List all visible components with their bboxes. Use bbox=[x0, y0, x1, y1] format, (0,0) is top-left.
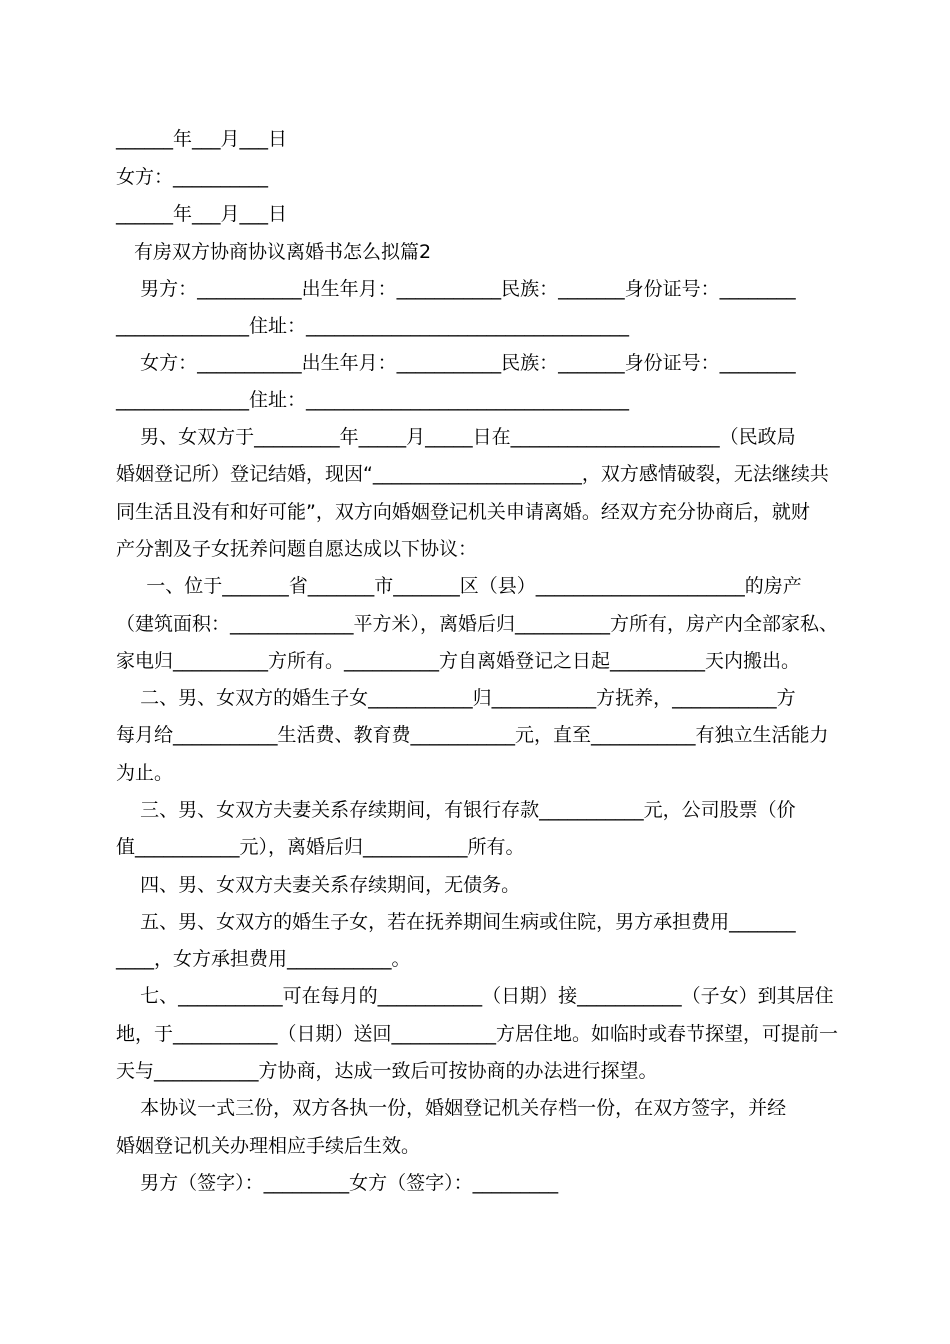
clause-5-line: 五、男、女双方的婚生子女，若在抚养期间生病或住院，男方承担费用_______ bbox=[116, 911, 796, 933]
closing-line: 婚姻登记机关办理相应手续后生效。 bbox=[116, 1135, 421, 1157]
signature-line: 男方（签字）：_________女方（签字）：_________ bbox=[116, 1172, 559, 1194]
female-info-line-1: 女方：___________出生年月：___________民族：_______身份证号：________ bbox=[116, 352, 796, 374]
section-title: 有房双方协商协议离婚书怎么拟篇2 bbox=[134, 241, 432, 263]
clause-2-line: 每月给___________生活费、教育费___________元，直至___________有独立生活能力 bbox=[116, 724, 829, 746]
clause-3-line: 值___________元），离婚后归___________所有。 bbox=[116, 836, 525, 858]
clause-5-line: ____，女方承担费用___________。 bbox=[116, 948, 411, 970]
clause-2-line: 为止。 bbox=[116, 762, 174, 784]
date-line-2: ______年___月___日 bbox=[116, 203, 288, 225]
date-line-1: ______年___月___日 bbox=[116, 128, 288, 150]
clause-7-line: 地，于___________（日期）送回___________方居住地。如临时或春节探望，可提前一 bbox=[116, 1023, 839, 1045]
male-info-line-2: ______________住址：__________________________________ bbox=[116, 315, 630, 337]
clause-1-line: 家电归__________方所有。__________方自离婚登记之日起__________天内搬出。 bbox=[116, 650, 801, 672]
intro-line: 婚姻登记所）登记结婚，现因“______________________，双方感情破裂，无法继续共 bbox=[116, 463, 829, 485]
intro-line: 男、女双方于_________年_____月_____日在______________________（民政局 bbox=[116, 426, 796, 448]
closing-line: 本协议一式三份，双方各执一份，婚姻登记机关存档一份，在双方签字，并经 bbox=[116, 1097, 787, 1119]
clause-7-line: 七、___________可在每月的___________（日期）接___________（子女）到其居住 bbox=[116, 985, 834, 1007]
clause-1-line: （建筑面积：_____________平方米），离婚后归__________方所有，房产内全部家私、 bbox=[116, 613, 839, 635]
female-signature-line: 女方：__________ bbox=[116, 166, 269, 188]
clause-4-line: 四、男、女双方夫妻关系存续期间，无债务。 bbox=[116, 874, 521, 896]
clause-1-line: 一、位于_______省_______市_______区（县）______________________的房产 bbox=[116, 575, 802, 597]
intro-line: 同生活且没有和好可能”，双方向婚姻登记机关申请离婚。经双方充分协商后，就财 bbox=[116, 501, 810, 523]
clause-7-line: 天与___________方协商，达成一致后可按协商的办法进行探望。 bbox=[116, 1060, 658, 1082]
clause-2-line: 二、男、女双方的婚生子女___________归___________方抚养，___________方 bbox=[116, 687, 796, 709]
clause-3-line: 三、男、女双方夫妻关系存续期间，有银行存款___________元，公司股票（价 bbox=[116, 799, 796, 821]
intro-line: 产分割及子女抚养问题自愿达成以下协议： bbox=[116, 538, 478, 560]
male-info-line-1: 男方：___________出生年月：___________民族：_______身份证号：________ bbox=[116, 278, 796, 300]
female-info-line-2: ______________住址：__________________________________ bbox=[116, 389, 630, 411]
